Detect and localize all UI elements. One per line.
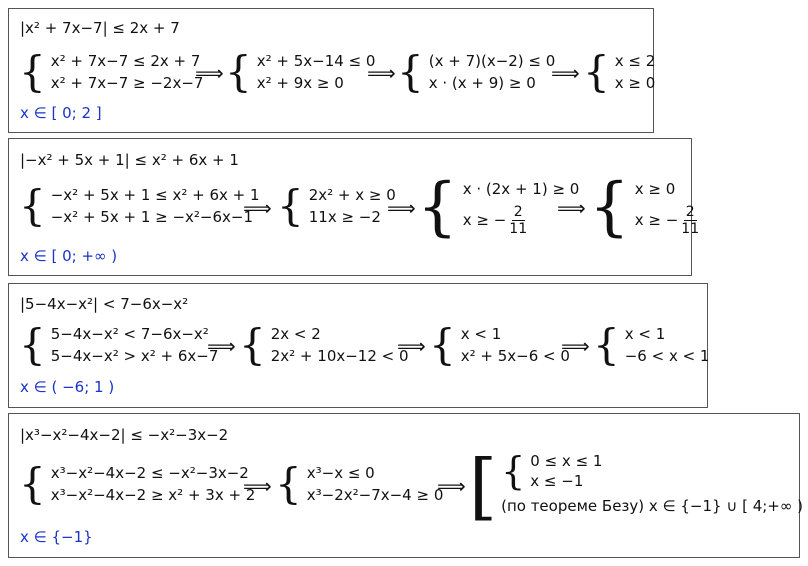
- inequality-line: 2x² + 10x−12 < 0: [270, 347, 409, 365]
- inequality-line: x < 1: [460, 325, 502, 343]
- block-1-header: |x² + 7x−7| ≤ 2x + 7: [20, 19, 180, 37]
- block-3-system-4: [593, 320, 710, 369]
- nested-system: [501, 451, 803, 491]
- block-3-system-3: [429, 320, 570, 369]
- inequality-line: 2x < 2: [270, 325, 321, 343]
- fraction-denominator: 11: [681, 221, 700, 237]
- inequality-line: −x² + 5x + 1 ≤ x² + 6x + 1: [50, 186, 260, 204]
- fraction-inequality: [635, 202, 699, 238]
- block-4-answer: x ∈ {−1}: [20, 528, 93, 546]
- block-2-system-1: [19, 181, 260, 230]
- left-brace: {: [593, 320, 620, 369]
- solution-block-4: [8, 413, 803, 558]
- implies-arrow: ⟹: [437, 474, 466, 498]
- implies-arrow: ⟹: [551, 61, 580, 85]
- implies-arrow: ⟹: [195, 61, 224, 85]
- solution-block-3: [8, 283, 708, 408]
- fraction: [681, 204, 699, 237]
- left-brace: {: [275, 459, 302, 508]
- block-1-system-1: [19, 47, 204, 96]
- inequality-line: x² + 5x−14 ≤ 0: [256, 52, 376, 70]
- solution-block-1: [8, 8, 654, 133]
- left-brace: {: [19, 459, 46, 508]
- inequality-prefix: x ≥ −: [462, 211, 507, 229]
- block-4-system-1: [19, 459, 256, 508]
- inequality-line: x³−2x²−7x−4 ≥ 0: [306, 486, 444, 504]
- implies-arrow: ⟹: [561, 334, 590, 358]
- left-brace: {: [501, 449, 526, 493]
- left-brace: {: [19, 320, 46, 369]
- left-brace: {: [589, 170, 630, 244]
- inequality-line: x ≤ 2: [614, 52, 656, 70]
- block-4-header: |x³−x²−4x−2| ≤ −x²−3x−2: [20, 426, 229, 444]
- block-1-system-3: [397, 47, 556, 96]
- inequality-line: x ≤ −1: [530, 472, 584, 490]
- left-brace: {: [225, 47, 252, 96]
- inequality-line: 2x² + x ≥ 0: [308, 186, 396, 204]
- implies-arrow: ⟹: [397, 334, 426, 358]
- inequality-line: x ≥ 0: [614, 74, 656, 92]
- inequality-line: x² + 7x−7 ≤ 2x + 7: [50, 52, 201, 70]
- inequality-line: x² + 7x−7 ≥ −2x−7: [50, 74, 204, 92]
- inequality-line: 5−4x−x² < 7−6x−x²: [50, 325, 209, 343]
- left-brace: {: [397, 47, 424, 96]
- implies-arrow: ⟹: [557, 196, 586, 220]
- inequality-line: x³−x ≤ 0: [306, 464, 375, 482]
- solution-block-2: [8, 138, 700, 276]
- implies-arrow: ⟹: [243, 196, 272, 220]
- fraction: [509, 204, 527, 237]
- inequality-line: x ≥ 0: [634, 180, 676, 198]
- implies-arrow: ⟹: [367, 61, 396, 85]
- implies-arrow: ⟹: [207, 334, 236, 358]
- left-brace: {: [277, 181, 304, 230]
- left-brace: {: [239, 320, 266, 369]
- fraction-numerator: 2: [685, 204, 695, 220]
- left-bracket: [: [469, 444, 498, 528]
- inequality-line: (x + 7)(x−2) ≤ 0: [428, 52, 556, 70]
- fraction-denominator: 11: [509, 221, 528, 237]
- block-3-header: |5−4x−x²| < 7−6x−x²: [20, 295, 189, 313]
- inequality-line: 5−4x−x² > x² + 6x−7: [50, 347, 219, 365]
- block-3-answer: x ∈ ( −6; 1 ): [20, 378, 115, 396]
- block-2-system-2: [277, 181, 396, 230]
- left-brace: {: [583, 47, 610, 96]
- inequality-line: x³−x²−4x−2 ≤ −x²−3x−2: [50, 464, 249, 482]
- inequality-line: −x² + 5x + 1 ≥ −x²−6x−1: [50, 208, 254, 226]
- implies-arrow: ⟹: [387, 196, 416, 220]
- inequality-line: x < 1: [624, 325, 666, 343]
- block-1-system-2: [225, 47, 376, 96]
- block-1-system-4: [583, 47, 656, 96]
- fraction-numerator: 2: [513, 204, 523, 220]
- inequality-prefix: x ≥ −: [634, 211, 679, 229]
- block-2-system-4: [589, 170, 700, 244]
- block-1-answer: x ∈ [ 0; 2 ]: [20, 104, 102, 122]
- inequality-line: x³−x²−4x−2 ≥ x² + 3x + 2: [50, 486, 256, 504]
- inequality-line: x² + 5x−6 < 0: [460, 347, 570, 365]
- left-brace: {: [19, 47, 46, 96]
- block-3-system-1: [19, 320, 219, 369]
- inequality-line: x² + 9x ≥ 0: [256, 74, 344, 92]
- bezout-note: (по теореме Безу) x ∈ {−1} ∪ [ 4;+∞ ): [501, 497, 803, 515]
- left-brace: {: [19, 181, 46, 230]
- inequality-line: x · (x + 9) ≥ 0: [428, 74, 536, 92]
- block-4-system-3: [469, 444, 803, 528]
- block-2-header: |−x² + 5x + 1| ≤ x² + 6x + 1: [20, 151, 239, 169]
- inequality-line: 11x ≥ −2: [308, 208, 381, 226]
- inequality-line: −6 < x < 1: [624, 347, 710, 365]
- implies-arrow: ⟹: [243, 474, 272, 498]
- block-2-answer: x ∈ [ 0; +∞ ): [20, 247, 118, 265]
- inequality-line: x · (2x + 1) ≥ 0: [462, 180, 580, 198]
- left-brace: {: [417, 170, 458, 244]
- block-4-system-2: [275, 459, 444, 508]
- block-2-system-3: [417, 170, 580, 244]
- block-3-system-2: [239, 320, 409, 369]
- left-brace: {: [429, 320, 456, 369]
- inequality-line: 0 ≤ x ≤ 1: [530, 452, 603, 470]
